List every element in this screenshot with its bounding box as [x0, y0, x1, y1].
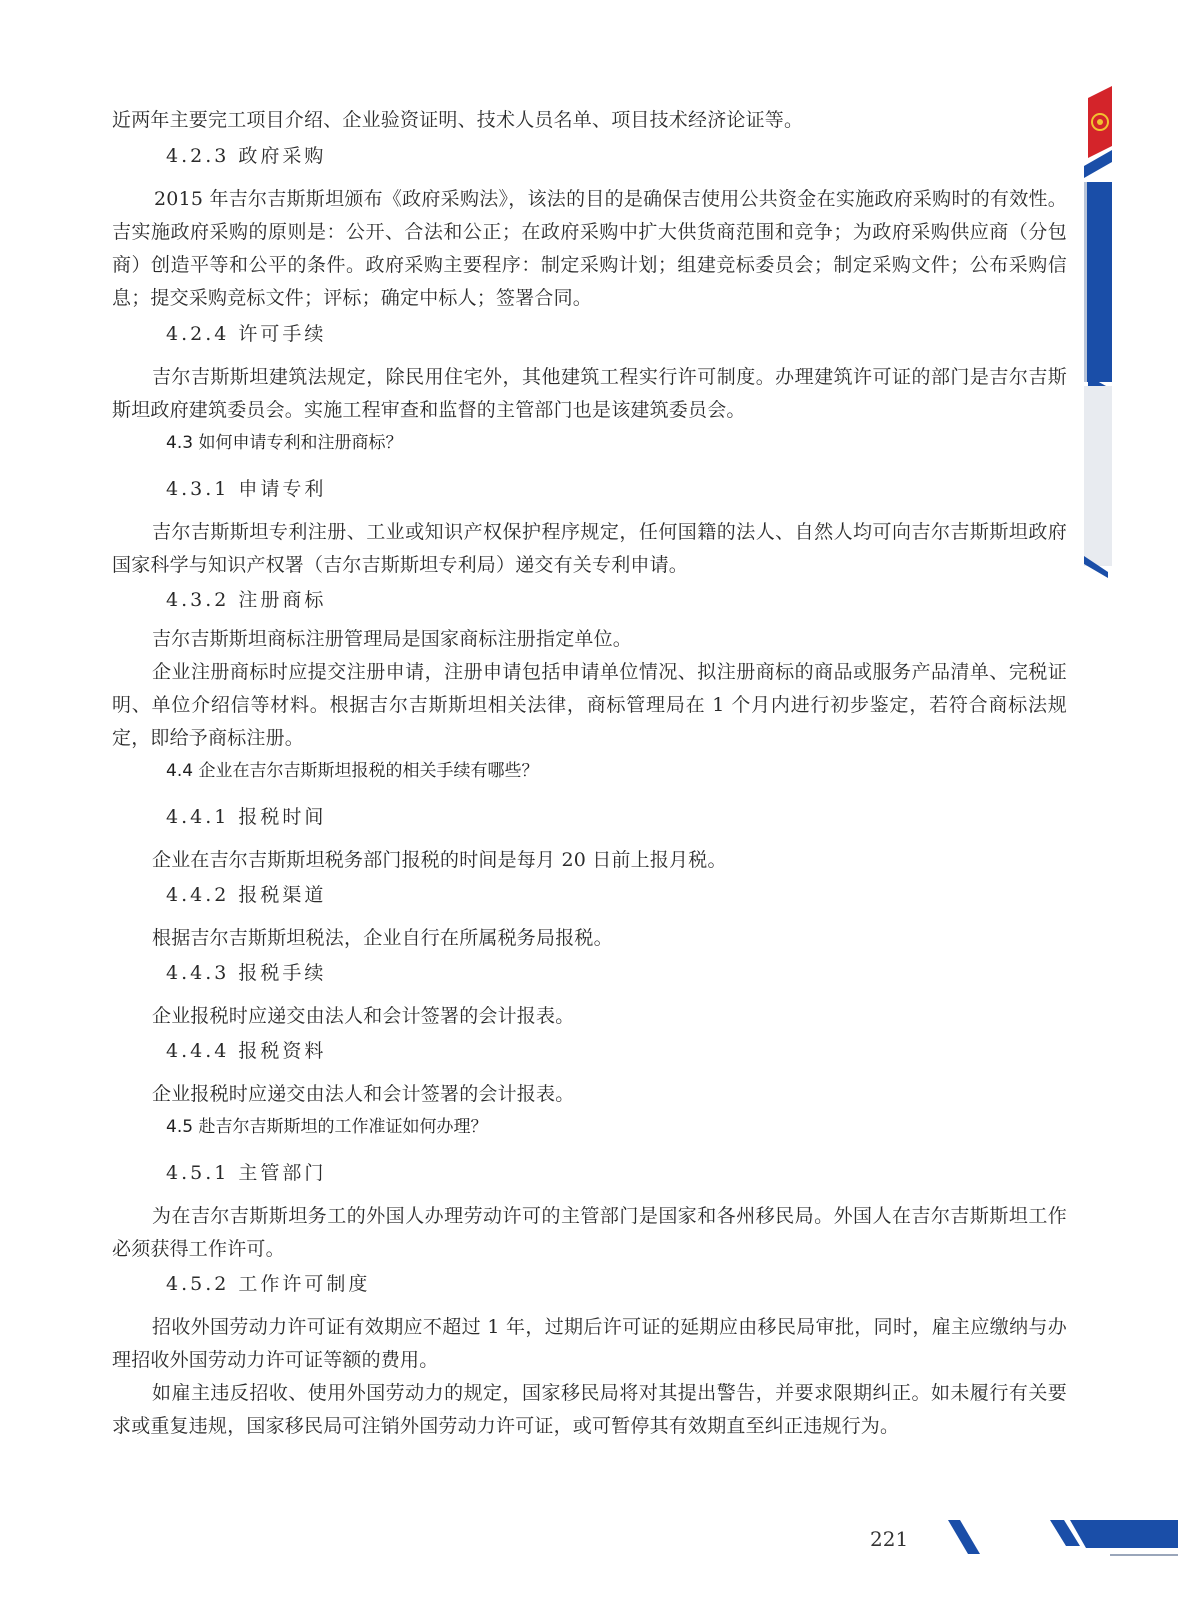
text-block-10: 企业注册商标时应提交注册申请，注册申请包括申请单位情况、拟注册商标的商品或服务产品清单、完税证明、单位介绍信等材料。根据吉尔吉斯斯坦相关法律，商标管理局在 1 个月内进行初步鉴定，若符合商标法规定，即给予商标注册。: [112, 661, 1067, 749]
text-block-17: 企业报税时应递交由法人和会计签署的会计报表。: [152, 1005, 575, 1027]
section-heading-4-4-2: 4.4.2 报税渠道: [166, 884, 327, 906]
text-block-13: 企业在吉尔吉斯斯坦税务部门报税的时间是每月 20 日前上报月税。: [152, 849, 727, 871]
section-heading-4-3-2: 4.3.2 注册商标: [166, 589, 327, 611]
section-heading-4-4-3: 4.4.3 报税手续: [166, 962, 327, 984]
page-number: 221: [870, 1527, 909, 1551]
footer-stripe-decoration: [940, 1520, 1178, 1564]
side-tab-decoration: [1076, 86, 1116, 586]
text-block-15: 根据吉尔吉斯斯坦税法，企业自行在所属税务局报税。: [152, 927, 613, 949]
section-heading-4-2-3: 4.2.3 政府采购: [166, 145, 327, 167]
section-heading-4-5-1: 4.5.1 主管部门: [166, 1162, 327, 1184]
section-heading-4-4-4: 4.4.4 报税资料: [166, 1040, 327, 1062]
text-block-4: 吉尔吉斯斯坦建筑法规定，除民用住宅外，其他建筑工程实行许可制度。办理建筑许可证的部门是吉尔吉斯斯坦政府建筑委员会。实施工程审查和监督的主管部门也是该建筑委员会。: [112, 366, 1067, 421]
section-heading-4-3-1: 4.3.1 申请专利: [166, 478, 327, 500]
section-heading-4-3: 4.3 如何申请专利和注册商标？: [166, 433, 403, 453]
text-block-22: 为在吉尔吉斯斯坦务工的外国人办理劳动许可的主管部门是国家和各州移民局。外国人在吉尔吉斯斯坦工作必须获得工作许可。: [112, 1205, 1067, 1260]
text-block-7: 吉尔吉斯斯坦专利注册、工业或知识产权保护程序规定，任何国籍的法人、自然人均可向吉尔吉斯斯坦政府国家科学与知识产权署（吉尔吉斯斯坦专利局）递交有关专利申请。: [112, 521, 1067, 576]
text-block-19: 企业报税时应递交由法人和会计签署的会计报表。: [152, 1083, 575, 1105]
page-content: [112, 104, 1067, 1443]
text-block-2: 2015 年吉尔吉斯斯坦颁布《政府采购法》，该法的目的是确保吉使用公共资金在实施政府采购时的有效性。吉实施政府采购的原则是：公开、合法和公正；在政府采购中扩大供货商范围和竞争；为政府采购供应商（分包商）创造平等和公平的条件。政府采购主要程序：制定采购计划；组建竞标委员会；制定采购文件；公布采购信息；提交采购竞标文件；评标；确定中标人；签署合同。: [112, 188, 1067, 309]
text-block-0: 近两年主要完工项目介绍、企业验资证明、技术人员名单、项目技术经济论证等。: [112, 109, 804, 131]
section-heading-4-5: 4.5 赴吉尔吉斯斯坦的工作准证如何办理？: [166, 1117, 488, 1137]
text-block-24: 招收外国劳动力许可证有效期应不超过 1 年，过期后许可证的延期应由移民局审批，同时，雇主应缴纳与办理招收外国劳动力许可证等额的费用。: [112, 1316, 1067, 1371]
text-block-9: 吉尔吉斯斯坦商标注册管理局是国家商标注册指定单位。: [152, 628, 633, 650]
section-heading-4-2-4: 4.2.4 许可手续: [166, 323, 327, 345]
blue-band: [1084, 182, 1112, 382]
text-block-25: 如雇主违反招收、使用外国劳动力的规定，国家移民局将对其提出警告，并要求限期纠正。如未履行有关要求或重复违规，国家移民局可注销外国劳动力许可证，或可暂停其有效期直至纠正违规行为。: [112, 1382, 1067, 1437]
section-heading-4-5-2: 4.5.2 工作许可制度: [166, 1273, 371, 1295]
section-heading-4-4-1: 4.4.1 报税时间: [166, 806, 327, 828]
section-heading-4-4: 4.4 企业在吉尔吉斯斯坦报税的相关手续有哪些？: [166, 761, 539, 781]
